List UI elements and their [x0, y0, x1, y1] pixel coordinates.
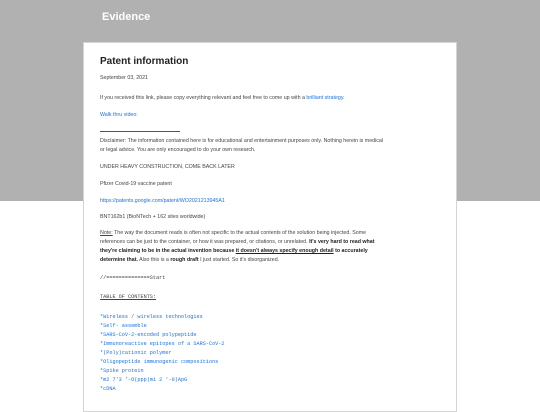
toc-item[interactable]: *Oligopeptide immunogenic compositions	[100, 359, 219, 365]
disclaimer-line-2: or legal advice. You are only encouraged to do your own research.	[100, 147, 256, 153]
toc-item[interactable]: *cDNA	[100, 386, 116, 392]
intro-end: .	[343, 95, 345, 101]
note-text-1: The way the document reads is often not specific to the actual contents of the solution being injected. Some	[112, 230, 367, 236]
note-rough-draft: rough draft	[170, 257, 199, 263]
toc-item[interactable]: *SARS-CoV-2-encoded polypeptide	[100, 332, 197, 338]
disclaimer-line-1: Disclaimer: The information contained here is for educational and entertainment purposes only. Nothing herein is medical	[100, 138, 384, 144]
note-line-3	[100, 247, 368, 256]
note-label: Note:	[100, 230, 113, 236]
note-bold-3a: they're claiming to be in the actual invention because	[100, 248, 236, 254]
divider	[100, 131, 180, 132]
note-bold-3c: to accurately	[333, 248, 368, 254]
note-text-4b: Also this is a	[137, 257, 171, 263]
toc-item[interactable]: *Wireless / wireless technologies	[100, 314, 203, 320]
article-card	[83, 42, 457, 412]
toc-item[interactable]: *m2 7'3 '-O(ppp)m1 2 '-0)ApG	[100, 377, 188, 383]
note-underline-3: it doesn't always specify enough detail	[235, 248, 334, 254]
article-date: September 03, 2021	[100, 75, 149, 81]
toc-item[interactable]: *(Poly)cationic polymer	[100, 350, 172, 356]
start-marker: //==============Start	[100, 275, 166, 281]
toc-item[interactable]: *Immunoreactive epitopes of a SARS-CoV-2	[100, 341, 225, 347]
note-line-2	[100, 238, 375, 247]
patent-url-link[interactable]: https://patents.google.com/patent/WO2021213945A1	[100, 198, 225, 204]
note-line-1	[100, 229, 366, 238]
note-line-4	[100, 256, 279, 265]
intro-paragraph	[100, 94, 345, 103]
intro-text: If you received this link, please copy everything relevant and feel free to come up with a	[100, 95, 307, 101]
note-text-4d: I just started. So it's disorganized.	[198, 257, 280, 263]
toc-heading: TABLE OF CONTENTS:	[100, 294, 157, 300]
walkthru-video-link[interactable]: Walk thru video:	[100, 112, 138, 118]
brilliant-strategy-link[interactable]: brilliant strategy	[306, 95, 344, 101]
toc-item[interactable]: *Spike protein	[100, 368, 144, 374]
site-title[interactable]: Evidence	[102, 11, 151, 23]
construction-notice: UNDER HEAVY CONSTRUCTION, COME BACK LATER	[100, 164, 235, 170]
note-bold-4a: determine that.	[100, 257, 138, 263]
note-bold-2: It's very hard to read what	[309, 239, 375, 245]
bnt-description: BNT162b1 (BioNTech + 162 sites worldwide)	[100, 214, 206, 220]
toc-item[interactable]: *Self- assemble	[100, 323, 147, 329]
note-text-2: references can be just to the container, or how it was prepared, or citations, or unrelated.	[100, 239, 310, 245]
patent-name: Pfizer Covid-19 vaccine patent	[100, 181, 172, 187]
article-title: Patent information	[100, 56, 189, 67]
